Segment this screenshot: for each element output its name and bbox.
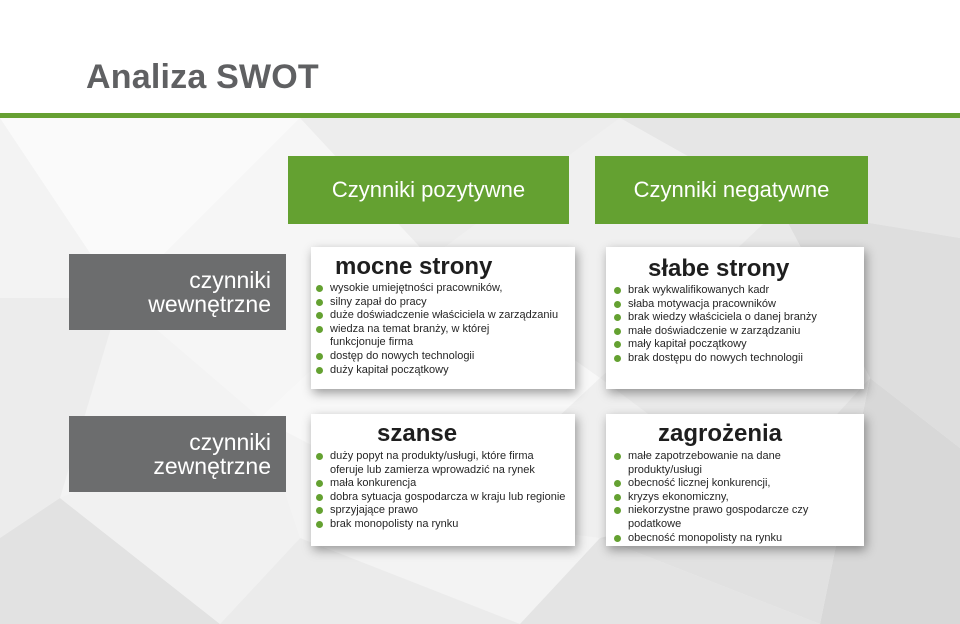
list-item: sprzyjające prawo	[316, 504, 573, 518]
weaknesses-heading: słabe strony	[648, 255, 790, 282]
row-header-internal	[69, 254, 286, 330]
list-item: obecność monopolisty na rynku	[614, 532, 860, 546]
list-item: słaba motywacja pracowników	[614, 298, 860, 312]
opportunities-card	[311, 414, 575, 546]
list-item: dostęp do nowych technologii	[316, 350, 571, 364]
strengths-card	[311, 247, 575, 389]
list-item: wiedza na temat branży, w której funkcjonuje firma	[316, 323, 520, 350]
list-item: duży kapitał początkowy	[316, 364, 571, 378]
opportunities-list	[316, 450, 573, 532]
list-item: małe zapotrzebowanie na dane produkty/usługi	[614, 450, 798, 477]
title-divider	[0, 113, 960, 118]
list-item: kryzys ekonomiczny,	[614, 491, 860, 505]
row-header-external	[69, 416, 286, 492]
list-item: obecność licznej konkurencji,	[614, 477, 860, 491]
column-header-negative: Czynniki negatywne	[595, 156, 868, 224]
list-item: brak wiedzy właściciela o danej branży	[614, 311, 860, 325]
weaknesses-list	[614, 284, 860, 366]
list-item: brak wykwalifikowanych kadr	[614, 284, 860, 298]
list-item: dobra sytuacja gospodarcza w kraju lub regionie	[316, 491, 573, 505]
row-header-internal-line2: wewnętrzne	[148, 291, 271, 317]
threats-heading: zagrożenia	[658, 420, 783, 447]
list-item: duże doświadczenie właściciela w zarządzaniu	[316, 309, 571, 323]
list-item: mała konkurencja	[316, 477, 573, 491]
threats-card	[606, 414, 864, 546]
row-header-internal-line1: czynniki	[189, 267, 271, 293]
strengths-heading: mocne strony	[335, 253, 493, 280]
list-item: niekorzystne prawo gospodarcze czy podatkowe	[614, 504, 818, 531]
list-item: duży popyt na produkty/usługi, które firma oferuje lub zamierza wprowadzić na rynek	[316, 450, 555, 477]
list-item: wysokie umiejętności pracowników,	[316, 282, 571, 296]
page-title: Analiza SWOT	[86, 58, 319, 96]
column-header-positive: Czynniki pozytywne	[288, 156, 569, 224]
list-item: silny zapał do pracy	[316, 296, 571, 310]
threats-list	[614, 450, 860, 545]
list-item: brak dostępu do nowych technologii	[614, 352, 860, 366]
list-item: małe doświadczenie w zarządzaniu	[614, 325, 860, 339]
weaknesses-card	[606, 247, 864, 389]
opportunities-heading: szanse	[377, 420, 458, 447]
row-header-external-line1: czynniki	[189, 429, 271, 455]
strengths-list	[316, 282, 571, 377]
list-item: mały kapitał początkowy	[614, 338, 860, 352]
row-header-external-line2: zewnętrzne	[153, 453, 271, 479]
list-item: brak monopolisty na rynku	[316, 518, 573, 532]
